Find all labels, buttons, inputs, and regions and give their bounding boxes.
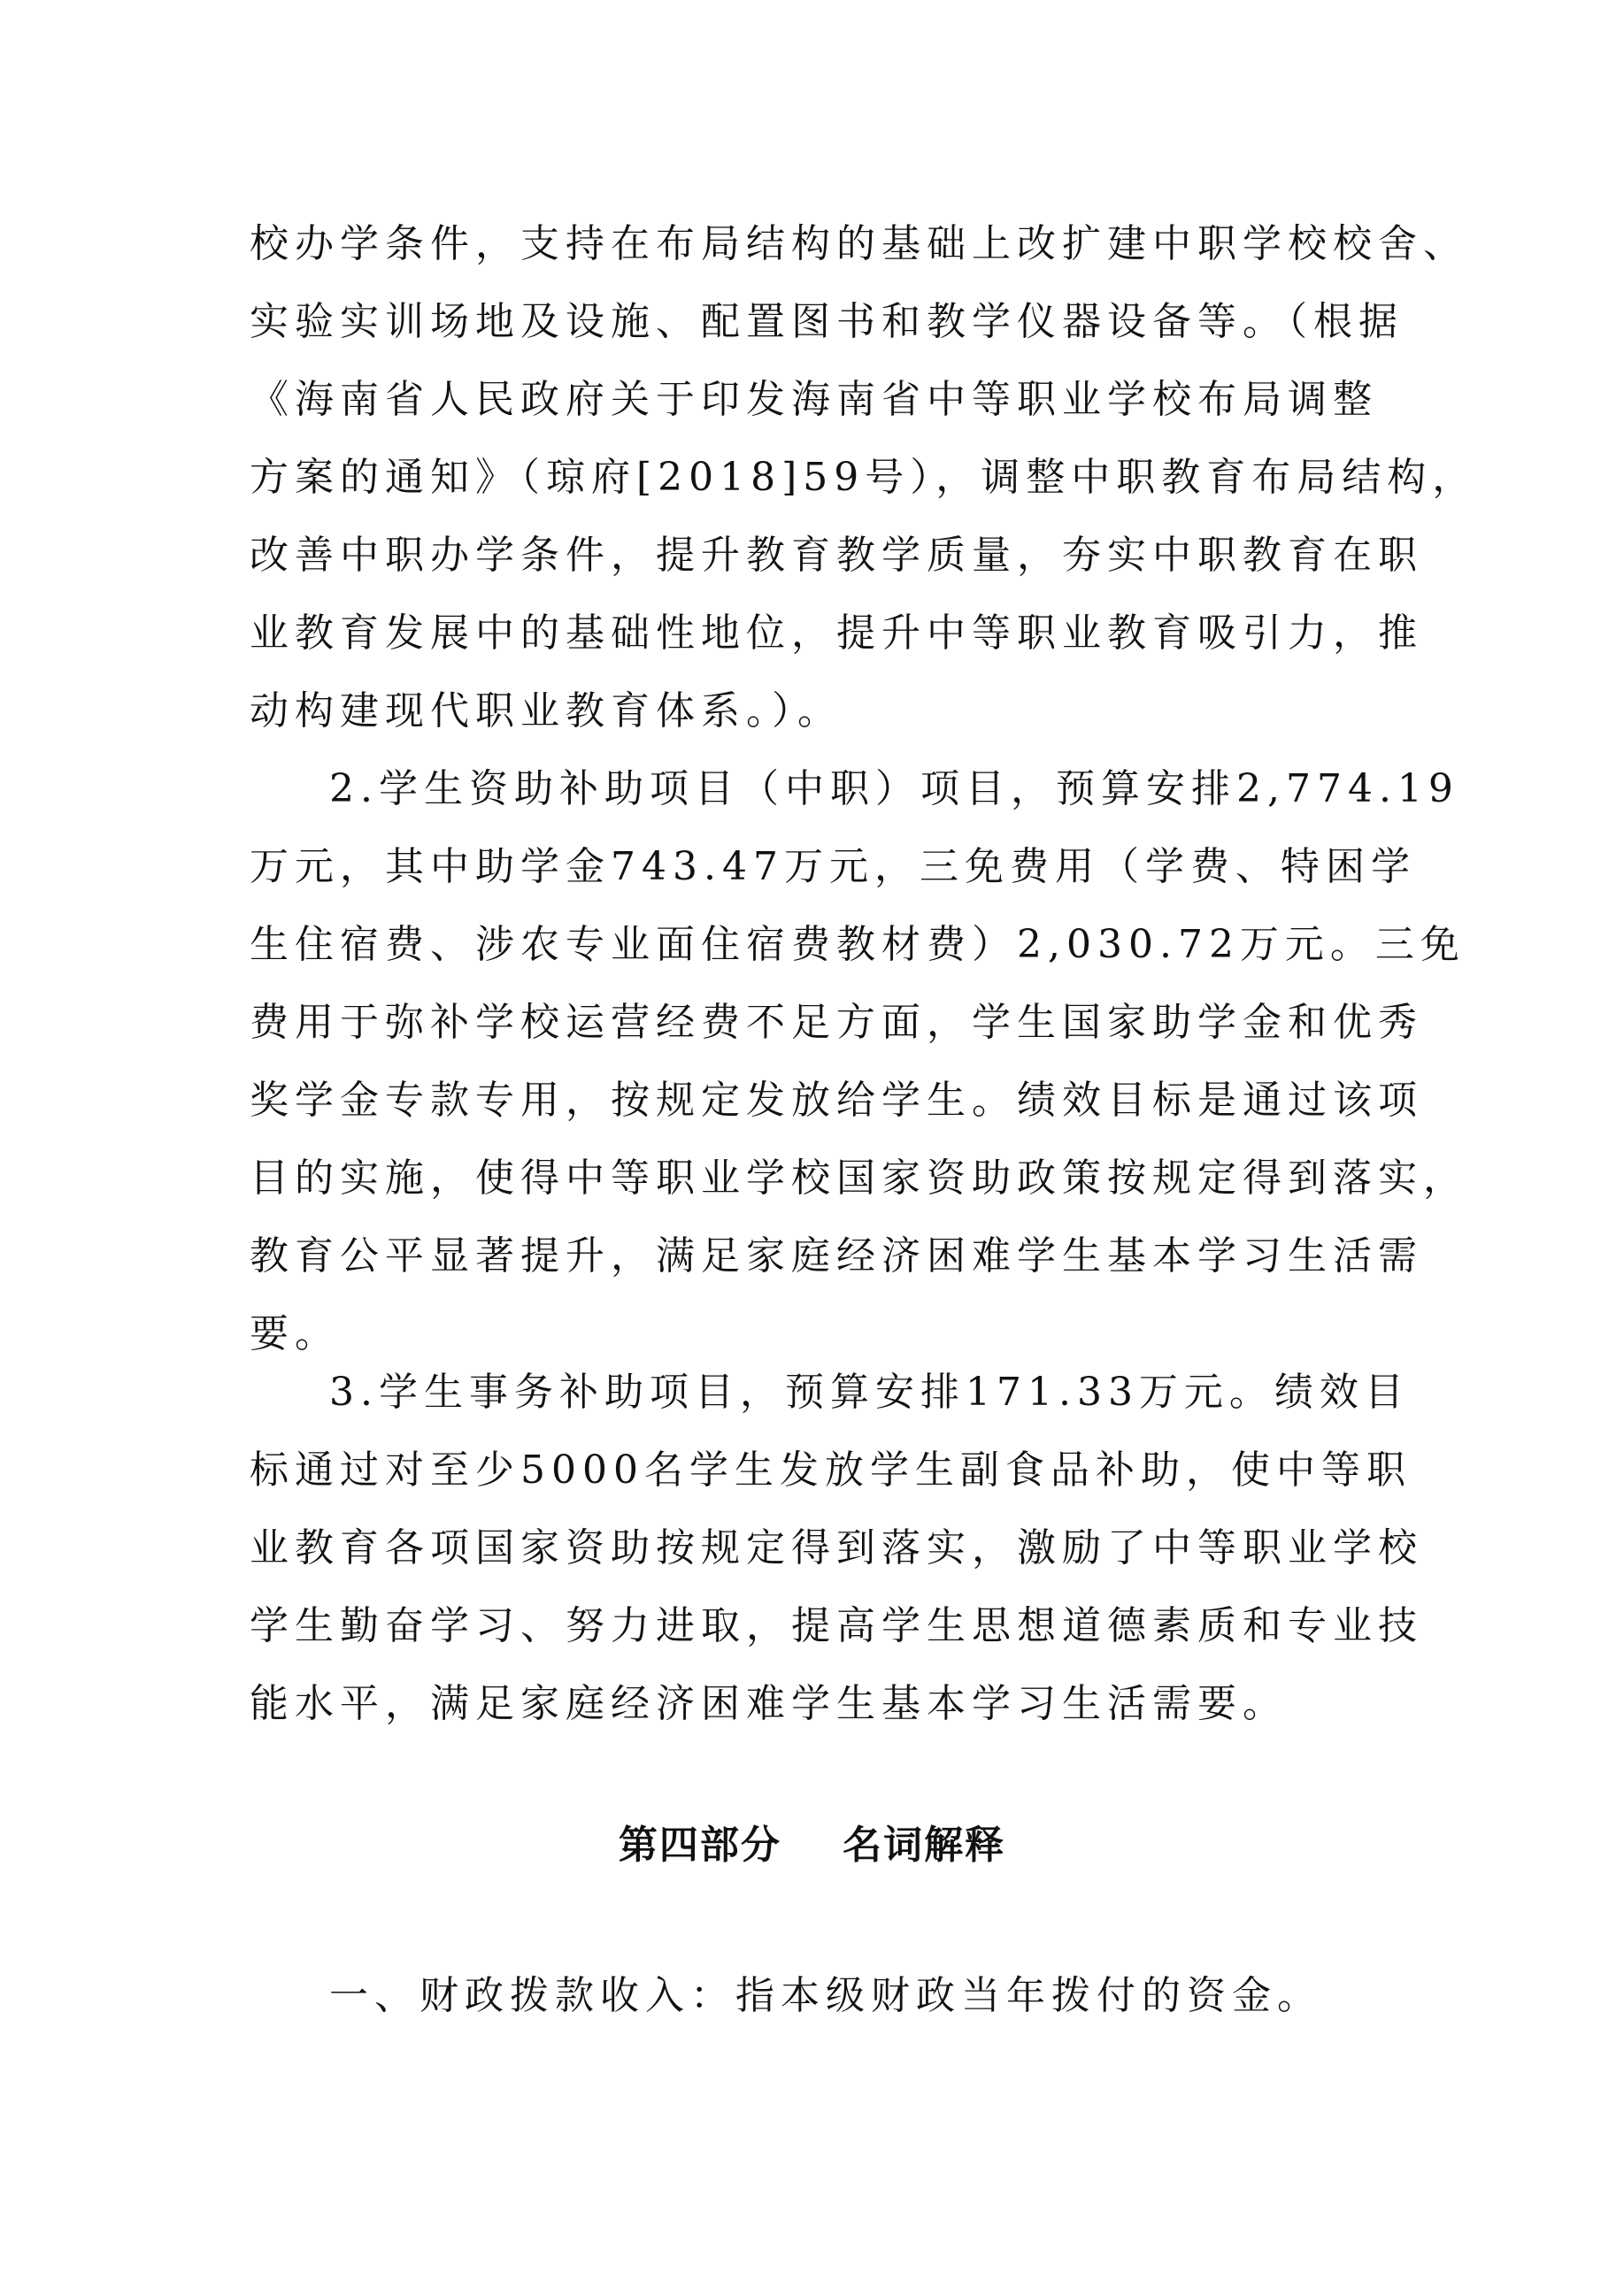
- paragraph-1-line-7: 动构建现代职业教育体系。）。: [250, 688, 843, 733]
- paragraph-3-line-2: 标通过对至少5000名学生发放学生副食品补助，使中等职: [250, 1447, 1412, 1493]
- paragraph-2-line-7: 教育公平显著提升，满足家庭经济困难学生基本学习生活需: [250, 1233, 1423, 1279]
- paragraph-2-line-4: 费用于弥补学校运营经费不足方面，学生国家助学金和优秀: [250, 1000, 1423, 1045]
- paragraph-1-line-2: 实验实训场地及设施、配置图书和教学仪器设备等。（根据: [250, 299, 1404, 344]
- paragraph-2-line-5: 奖学金专款专用，按规定发放给学生。绩效目标是通过该项: [250, 1078, 1423, 1123]
- definition-item-1: 一、财政拨款收入：指本级财政当年拨付的资金。: [329, 1973, 1322, 2018]
- paragraph-2-line-1: 2.学生资助补助项目（中职）项目，预算安排2,774.19: [329, 766, 1459, 811]
- paragraph-1-line-6: 业教育发展中的基础性地位，提升中等职业教育吸引力，推: [250, 610, 1423, 656]
- paragraph-1-line-5: 改善中职办学条件，提升教育教学质量，夯实中职教育在职: [250, 533, 1423, 578]
- paragraph-1-line-1: 校办学条件，支持在布局结构的基础上改扩建中职学校校舍、: [250, 221, 1468, 266]
- paragraph-1-line-3: 《海南省人民政府关于印发海南省中等职业学校布局调整: [250, 377, 1378, 422]
- paragraph-2-line-6: 目的实施，使得中等职业学校国家资助政策按规定得到落实，: [250, 1156, 1468, 1201]
- paragraph-3-line-5: 能水平，满足家庭经济困难学生基本学习生活需要。: [250, 1681, 1288, 1726]
- paragraph-2-line-2: 万元，其中助学金743.47万元，三免费用（学费、特困学: [250, 844, 1416, 889]
- paragraph-1-line-4: 方案的通知》（琼府[2018]59号），调整中职教育布局结构，: [250, 455, 1478, 500]
- paragraph-3-line-1: 3.学生事务补助项目，预算安排171.33万元。绩效目: [329, 1370, 1410, 1415]
- paragraph-3-line-4: 学生勤奋学习、努力进取，提高学生思想道德素质和专业技: [250, 1603, 1423, 1648]
- paragraph-2-line-3: 生住宿费、涉农专业面住宿费教材费）2,030.72万元。三免: [250, 922, 1466, 967]
- section-heading: 第四部分 名词解释: [618, 1823, 1006, 1868]
- paragraph-2-line-8: 要。: [250, 1311, 340, 1356]
- paragraph-3-line-3: 业教育各项国家资助按规定得到落实，激励了中等职业学校: [250, 1525, 1423, 1570]
